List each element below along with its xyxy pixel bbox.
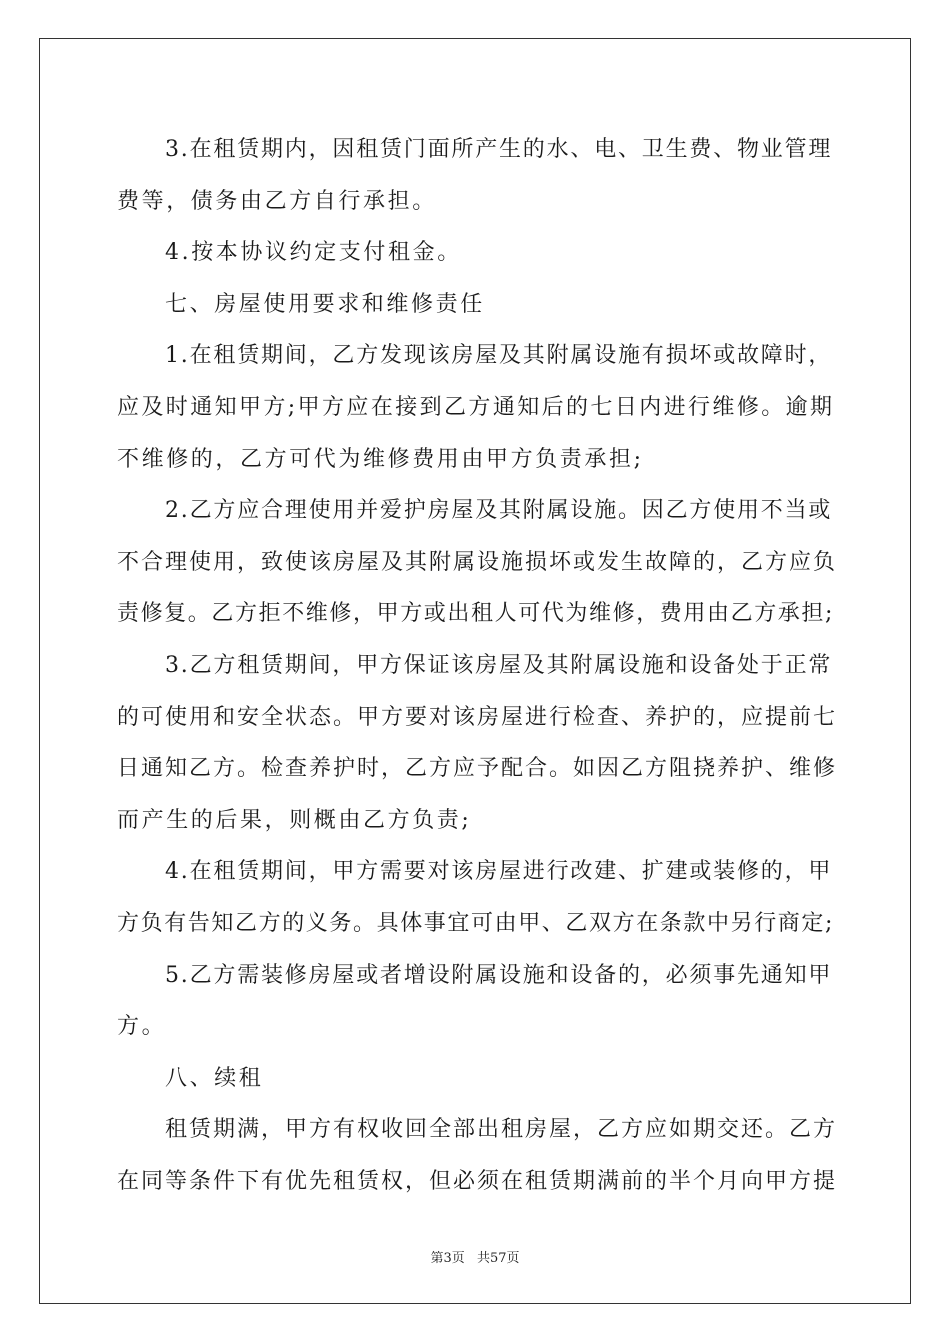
text-line: 2.乙方应合理使用并爱护房屋及其附属设施。因乙方使用不当或 [165,498,833,524]
text-line: 责修复。乙方拒不维修，甲方或出租人可代为维修，费用由乙方承担; [117,601,835,627]
text-line: 4.按本协议约定支付租金。 [165,240,462,266]
document-body [117,128,837,1211]
page-footer [0,1247,950,1266]
text-line: 租赁期满，甲方有权收回全部出租房屋，乙方应如期交还。乙方 [165,1117,838,1143]
text-line: 应及时通知甲方;甲方应在接到乙方通知后的七日内进行维修。逾期 [117,394,835,420]
text-line: 费等，债务由乙方自行承担。 [117,188,437,214]
text-line: 1.在租赁期间，乙方发现该房屋及其附属设施有损坏或故障时， [165,343,833,369]
text-line: 3.乙方租赁期间，甲方保证该房屋及其附属设施和设备处于正常 [165,652,833,678]
text-line: 方。 [117,1014,167,1040]
text-line: 5.乙方需装修房屋或者增设附属设施和设备的，必须事先通知甲 [165,962,833,988]
total-page-count: 共57页 [476,1251,520,1266]
text-line: 八、续租 [165,1065,264,1091]
text-line: 日通知乙方。检查养护时，乙方应予配合。如因乙方阻挠养护、维修 [117,756,838,782]
text-line: 不合理使用，致使该房屋及其附属设施损坏或发生故障的，乙方应负 [117,549,838,575]
text-line: 不维修的，乙方可代为维修费用由甲方负责承担; [117,446,644,472]
text-line: 方负有告知乙方的义务。具体事宜可由甲、乙双方在条款中另行商定; [117,910,835,936]
text-line: 3.在租赁期内，因租赁门面所产生的水、电、卫生费、物业管理 [165,137,833,162]
text-line: 4.在租赁期间，甲方需要对该房屋进行改建、扩建或装修的，甲 [165,859,833,885]
text-line: 的可使用和安全状态。甲方要对该房屋进行检查、养护的，应提前七 [117,704,838,730]
text-line: 七、房屋使用要求和维修责任 [165,291,485,317]
text-line: 在同等条件下有优先租赁权，但必须在租赁期满前的半个月向甲方提 [117,1168,838,1194]
text-line: 而产生的后果，则概由乙方负责; [117,807,472,833]
current-page-number: 第3页 [430,1251,465,1266]
